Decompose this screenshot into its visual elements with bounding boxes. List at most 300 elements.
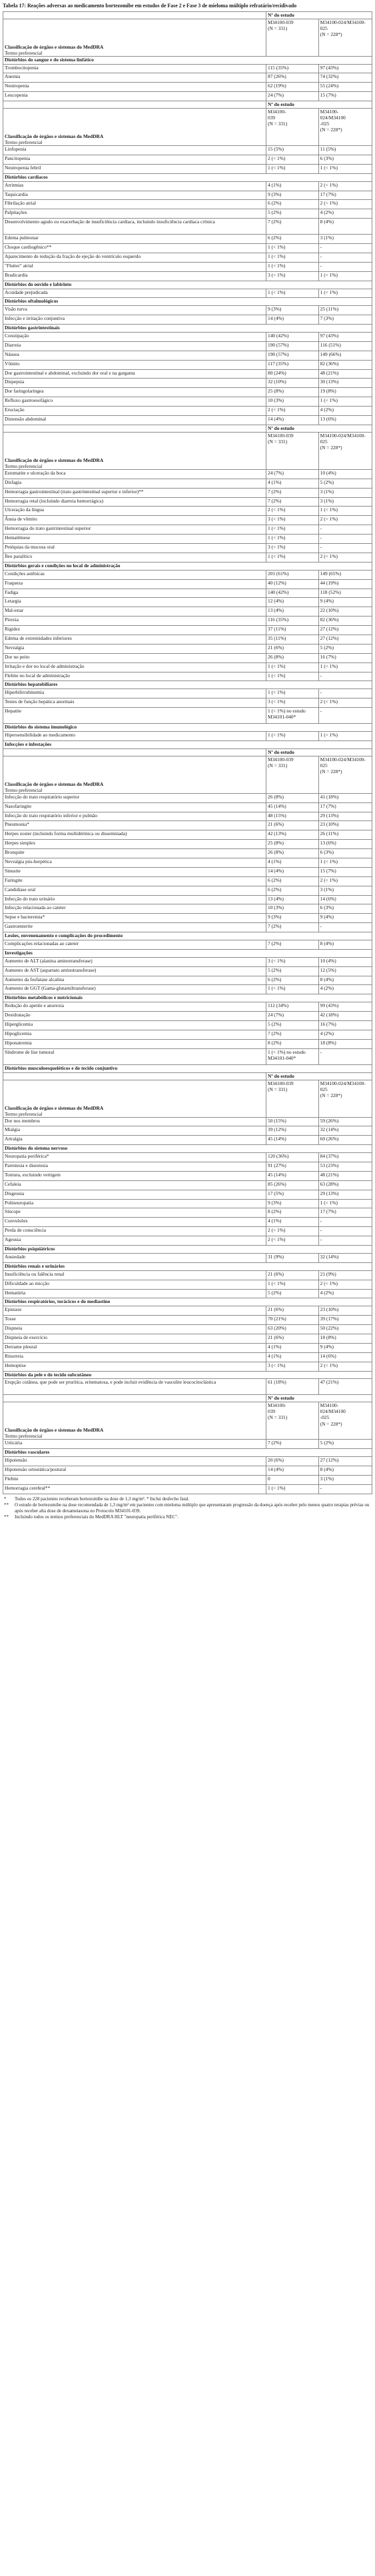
study-a-value: 9 (3%): [266, 1199, 319, 1208]
section-label: Distúrbios renais e urinários: [3, 1262, 372, 1270]
study-b-value: 6 (3%): [318, 904, 372, 914]
section-row: [3, 325, 372, 333]
term-cell: Irritação e dor no local de administração: [3, 662, 266, 672]
study-a-value: 21 (6%): [266, 821, 319, 830]
table-row: [3, 904, 372, 914]
term-cell: Sepse e bacteremia*: [3, 914, 266, 923]
table-row: [3, 1218, 372, 1227]
table-row: [3, 840, 372, 849]
study-a-value: 42 (13%): [266, 830, 319, 840]
study-a-n: (N = 331): [268, 1086, 288, 1092]
table-row: [3, 1484, 372, 1494]
study-a-value: 80 (24%): [266, 369, 319, 379]
study-b-value: 97 (43%): [318, 333, 372, 342]
study-a-value: 21 (6%): [266, 1306, 319, 1316]
table-row: [3, 369, 372, 379]
study-b-value: 48 (21%): [318, 1171, 372, 1180]
study-b-value: 1 (< 1%): [318, 164, 372, 173]
study-b-value: 39 (17%): [318, 1316, 372, 1325]
study-a-value: 17 (5%): [266, 1190, 319, 1199]
term-cell: Sinusite: [3, 867, 266, 876]
term-cell: Hipoglicemia: [3, 1030, 266, 1039]
study-b-value: 27 (12%): [318, 1457, 372, 1466]
table-row: [3, 644, 372, 653]
table-row: [3, 957, 372, 966]
header-class-cell: [3, 109, 266, 146]
study-a-value: 1 (< 1%): [266, 985, 319, 994]
header-study-b: [318, 1080, 372, 1117]
study-b-value: 1 (< 1%): [318, 858, 372, 867]
table-row: [3, 1030, 372, 1039]
table-row: [3, 83, 372, 92]
table-header-row: [3, 19, 372, 56]
study-a-value: 1 (< 1%): [266, 553, 319, 562]
study-a-value: 4 (1%): [266, 858, 319, 867]
term-cell: Choque cardiogênico**: [3, 244, 266, 253]
study-a-value: 6 (2%): [266, 235, 319, 244]
study-a-value: 26 (8%): [266, 849, 319, 858]
header-study-a: [266, 1080, 319, 1117]
study-b-value: -: [318, 689, 372, 698]
study-b-value: 11 (5%): [318, 146, 372, 155]
study-b-value: 8 (4%): [318, 1466, 372, 1476]
table-row: [3, 653, 372, 662]
term-cell: Linfopenia: [3, 146, 266, 155]
study-b-value: -: [318, 708, 372, 724]
term-cell: "Flutter" atrial: [3, 262, 266, 271]
term-cell: Hemorragia gastrointestinal (trato gastrintestinal superior e inferior)**: [3, 488, 266, 497]
study-a-value: 26 (8%): [266, 653, 319, 662]
study-a-value: 21 (6%): [266, 644, 319, 653]
study-b-value: 17 (7%): [318, 1208, 372, 1218]
table-row: [3, 1253, 372, 1262]
table-row: [3, 689, 372, 698]
study-b-value: 4 (2%): [318, 1289, 372, 1298]
term-cell: Desenvolvimento agudo ou exacerbação de insuficiência cardíaca, incluindo insuficiência cardíaca crônica: [3, 219, 266, 235]
term-cell: Vômito: [3, 360, 266, 369]
table-row: [3, 635, 372, 644]
study-a-value: 116 (35%): [266, 617, 319, 626]
term-cell: Ulceração da língua: [3, 507, 266, 516]
study-b-value: 2 (< 1%): [318, 200, 372, 209]
table-row: [3, 360, 372, 369]
header-term-label: Termo preferencial: [5, 1110, 43, 1117]
term-cell: Edema de extremidades inferiores: [3, 635, 266, 644]
study-a-value: 1 (< 1%): [266, 1484, 319, 1494]
header-blank-cell: [3, 425, 266, 432]
study-b-value: 32 (14%): [318, 1253, 372, 1262]
section-label: Distúrbios psiquiátricos: [3, 1246, 372, 1254]
study-b-part: 024/M34100: [320, 115, 346, 121]
term-cell: Perda de consciência: [3, 1227, 266, 1236]
term-cell: Rinorreia: [3, 1352, 266, 1362]
term-cell: Visão turva: [3, 306, 266, 315]
study-b-value: -: [318, 535, 372, 544]
term-cell: Aumento de ALT (alanina aminotransferase): [3, 957, 266, 966]
table-row: [3, 617, 372, 626]
table-row: [3, 793, 372, 802]
study-b-value: 7 (3%): [318, 315, 372, 325]
header-study-number: Nº do estudo: [266, 425, 372, 432]
table-row: [3, 1002, 372, 1012]
study-b-value: -: [318, 672, 372, 681]
study-a-value: 190 (57%): [266, 351, 319, 360]
study-b-value: 3 (1%): [318, 1475, 372, 1484]
study-a-value: 6 (2%): [266, 976, 319, 985]
study-b-value: 12 (5%): [318, 966, 372, 976]
study-a-value: 35 (11%): [266, 635, 319, 644]
table-row: [3, 155, 372, 164]
header-study-number: Nº do estudo: [266, 11, 372, 19]
term-cell: Estomatite e ulceração da boca: [3, 469, 266, 479]
study-b-value: 53 (23%): [318, 1162, 372, 1172]
study-a-value: 39 (12%): [266, 1126, 319, 1136]
study-b-value: 1 (< 1%): [318, 507, 372, 516]
term-cell: Dificuldade ao micção: [3, 1280, 266, 1289]
section-row: [3, 281, 372, 289]
study-b-value: 118 (52%): [318, 589, 372, 598]
term-cell: Hemorragia retal (incluindo diarreia hemorrágica): [3, 497, 266, 507]
study-a-value: 25 (8%): [266, 840, 319, 849]
table-row: [3, 271, 372, 281]
study-b-value: 13 (6%): [318, 416, 372, 425]
study-b-n: (N = 228*): [320, 1092, 342, 1098]
table-row: [3, 867, 372, 876]
study-a-value: 63 (20%): [266, 1325, 319, 1334]
study-a-value: 32 (10%): [266, 379, 319, 388]
study-b-value: 8 (4%): [318, 976, 372, 985]
table-row: [3, 1236, 372, 1246]
table-row: [3, 1362, 372, 1371]
study-b-value: 27 (12%): [318, 626, 372, 635]
table-row: [3, 1270, 372, 1280]
study-b-value: 1 (< 1%): [318, 289, 372, 298]
table-row: [3, 388, 372, 397]
study-b-value: 5 (2%): [318, 1440, 372, 1449]
term-cell: Gastroenterite: [3, 923, 266, 932]
study-a-value: 5 (2%): [266, 966, 319, 976]
study-b-value: 26 (11%): [318, 830, 372, 840]
table-row: [3, 416, 372, 425]
table-row: [3, 672, 372, 681]
section-label: Distúrbios da pele e do tecido subcutâneo: [3, 1371, 372, 1379]
header-blank-cell: [3, 748, 266, 756]
header-term-label: Termo preferencial: [5, 786, 43, 793]
term-cell: Síndrome de lise tumoral: [3, 1048, 266, 1064]
table-row: [3, 1012, 372, 1021]
header-study-b: [318, 432, 372, 469]
study-a-id: M34100-039: [268, 432, 294, 439]
table-row: [3, 830, 372, 840]
section-row: [3, 681, 372, 689]
table-row: [3, 191, 372, 200]
study-b-value: 16 (7%): [318, 1021, 372, 1030]
study-b-value: 3 (1%): [318, 497, 372, 507]
study-b-value: 6 (3%): [318, 155, 372, 164]
study-a-part: 039: [268, 115, 276, 121]
table-row: [3, 1126, 372, 1136]
study-b-value: 2 (< 1%): [318, 876, 372, 886]
term-cell: Ageusia: [3, 1236, 266, 1246]
study-a-value: 70 (21%): [266, 1316, 319, 1325]
study-a-value: 21 (6%): [266, 1270, 319, 1280]
study-b-value: 4 (2%): [318, 985, 372, 994]
study-b-value: 82 (36%): [318, 617, 372, 626]
section-label: Distúrbios gastrintestinais: [3, 325, 372, 333]
term-cell: Flebite: [3, 1475, 266, 1484]
study-b-value: 55 (24%): [318, 83, 372, 92]
study-a-value: 14 (4%): [266, 416, 319, 425]
term-cell: Complicações relacionadas ao cateter: [3, 940, 266, 950]
term-cell: Disgeusia: [3, 1190, 266, 1199]
study-a-value: 21 (6%): [266, 1334, 319, 1343]
term-cell: Herpes zoster (incluindo forma multidérmica ou disseminada): [3, 830, 266, 840]
study-b-part: (N = 228*): [320, 1420, 342, 1427]
term-cell: Derrame pleural: [3, 1343, 266, 1352]
study-b-value: 17 (7%): [318, 802, 372, 812]
table-row: [3, 1162, 372, 1172]
table-row: [3, 1325, 372, 1334]
header-study-number: Nº do estudo: [266, 1072, 372, 1080]
table-row: [3, 876, 372, 886]
section-row: [3, 740, 372, 748]
footnote: [3, 1496, 372, 1502]
section-label: Distúrbios hepatobiliares: [3, 681, 372, 689]
study-a-value: 3 (< 1%): [266, 516, 319, 525]
study-a-value: 5 (2%): [266, 209, 319, 219]
term-cell: Hemoptise: [3, 1362, 266, 1371]
study-a-value: 14 (4%): [266, 315, 319, 325]
section-label: Distúrbios cardíacos: [3, 173, 372, 181]
term-cell: Hiponatremia: [3, 1039, 266, 1048]
header-class-cell: [3, 1080, 266, 1117]
table-header-row: [3, 1072, 372, 1080]
section-label: Distúrbios musculoesqueléticos e do tecido conjuntivo: [3, 1064, 372, 1072]
header-class-label: Classificação de órgãos e sistemas do MedDRA: [5, 1427, 104, 1434]
header-term-label: Termo preferencial: [5, 463, 43, 469]
study-a-value: 4 (1%): [266, 1352, 319, 1362]
table-row: [3, 244, 372, 253]
term-cell: Fibrilação atrial: [3, 200, 266, 209]
term-cell: Pancitopenia: [3, 155, 266, 164]
study-a-value: 8 (2%): [266, 1208, 319, 1218]
study-b-value: 1 (< 1%): [318, 271, 372, 281]
study-b-n: (N = 228*): [320, 444, 342, 451]
table-header-row: [3, 109, 372, 146]
table-row: [3, 315, 372, 325]
study-b-value: 29 (13%): [318, 1190, 372, 1199]
term-cell: Pirexia: [3, 617, 266, 626]
table-row: [3, 1048, 372, 1064]
term-cell: Dispepsia: [3, 379, 266, 388]
study-b-value: 2 (< 1%): [318, 1362, 372, 1371]
table-row: [3, 802, 372, 812]
study-b-value: 5 (2%): [318, 479, 372, 488]
study-a-value: 10 (3%): [266, 397, 319, 407]
table-row: [3, 544, 372, 553]
table-row: [3, 1227, 372, 1236]
study-b-value: 29 (13%): [318, 812, 372, 821]
section-row: [3, 56, 372, 64]
table-header-row: [3, 432, 372, 469]
study-b-value: 97 (43%): [318, 64, 372, 73]
header-class-cell: [3, 19, 266, 56]
table-header-row: [3, 101, 372, 109]
study-b-id: M34100-024/M34100-025: [320, 756, 366, 768]
table-row: [3, 940, 372, 950]
section-label: Infecções e infestações: [3, 740, 372, 748]
study-b-value: 4 (2%): [318, 1030, 372, 1039]
term-cell: Palpitações: [3, 209, 266, 219]
study-b-value: 1 (< 1%): [318, 397, 372, 407]
table-row: [3, 341, 372, 351]
table-row: [3, 1021, 372, 1030]
study-b-part: -025: [320, 121, 330, 127]
study-b-value: 30 (13%): [318, 379, 372, 388]
term-cell: Dispneia de exercício: [3, 1334, 266, 1343]
table-row: [3, 1199, 372, 1208]
header-class-label: Classificação de órgãos e sistemas do MedDRA: [5, 457, 104, 463]
table-row: [3, 164, 372, 173]
term-cell: Mialgia: [3, 1126, 266, 1136]
study-a-value: 140 (42%): [266, 589, 319, 598]
footnote: [3, 1514, 372, 1520]
study-a-value: 3 (< 1%): [266, 271, 319, 281]
table-header-row: [3, 1395, 372, 1402]
header-class-cell: [3, 1402, 266, 1440]
term-cell: Dor nos membros: [3, 1117, 266, 1126]
study-b-value: 3 (1%): [318, 488, 372, 497]
footnote-mark: **: [4, 1514, 9, 1520]
study-b-value: 84 (37%): [318, 1153, 372, 1162]
footnote-mark: *: [4, 1496, 7, 1502]
study-b-value: 2 (< 1%): [318, 553, 372, 562]
study-a-value: 40 (12%): [266, 579, 319, 589]
header-blank-cell: [3, 1395, 266, 1402]
study-a-value: 1 (< 1%): [266, 525, 319, 535]
header-study-number: Nº do estudo: [266, 101, 372, 109]
study-b-value: 27 (12%): [318, 635, 372, 644]
header-term-label: Termo preferencial: [5, 49, 43, 56]
table-row: [3, 306, 372, 315]
study-a-value: 1 (< 1%): [266, 1280, 319, 1289]
study-a-value: 4 (1%): [266, 1218, 319, 1227]
table-row: [3, 1343, 372, 1352]
table-header-row: [3, 425, 372, 432]
study-b-value: -: [318, 262, 372, 271]
study-a-value: 7 (2%): [266, 497, 319, 507]
table-row: [3, 1039, 372, 1048]
term-cell: Náusea: [3, 351, 266, 360]
term-cell: Hepatite: [3, 708, 266, 724]
term-cell: Síncope: [3, 1208, 266, 1218]
term-cell: Bronquite: [3, 849, 266, 858]
study-b-value: 14 (6%): [318, 1352, 372, 1362]
header-term-label: Termo preferencial: [5, 1433, 43, 1440]
table-row: [3, 488, 372, 497]
term-cell: Neutropenia febril: [3, 164, 266, 173]
study-a-value: 7 (2%): [266, 488, 319, 497]
study-a-value: 25 (8%): [266, 388, 319, 397]
term-cell: Petéquias da mucosa oral: [3, 544, 266, 553]
study-b-value: 10 (4%): [318, 957, 372, 966]
study-a-value: 13 (4%): [266, 607, 319, 617]
study-a-value: 4 (1%): [266, 181, 319, 191]
table-header-row: [3, 756, 372, 793]
study-a-part: M34100-: [268, 1402, 286, 1409]
table-row: [3, 812, 372, 821]
study-a-value: 85 (26%): [266, 1180, 319, 1190]
study-a-value: 117 (35%): [266, 360, 319, 369]
section-row: [3, 1449, 372, 1457]
study-a-value: 9 (3%): [266, 306, 319, 315]
table-row: [3, 181, 372, 191]
study-b-value: 9 (4%): [318, 1343, 372, 1352]
section-row: [3, 562, 372, 570]
study-b-value: 23 (10%): [318, 821, 372, 830]
table-row: [3, 209, 372, 219]
header-blank-cell: [3, 1072, 266, 1080]
table-row: [3, 525, 372, 535]
study-b-value: 2 (< 1%): [318, 181, 372, 191]
table-row: [3, 92, 372, 101]
study-a-value: 7 (2%): [266, 940, 319, 950]
table-row: [3, 662, 372, 672]
study-b-value: 149 (66%): [318, 351, 372, 360]
term-cell: Redução do apetite e anorexia: [3, 1002, 266, 1012]
header-class-label: Classificação de órgãos e sistemas do MedDRA: [5, 1104, 104, 1111]
term-cell: Hiperglicemia: [3, 1021, 266, 1030]
study-b-value: 63 (28%): [318, 1180, 372, 1190]
study-a-value: 1 (< 1%): [266, 662, 319, 672]
study-a-n: (N = 331): [268, 762, 288, 768]
term-cell: Nevralgia: [3, 644, 266, 653]
study-a-value: 112 (34%): [266, 1002, 319, 1012]
term-cell: Dor gastrointestinal e abdominal, excluindo dor oral e na garganta: [3, 369, 266, 379]
study-b-value: 9 (4%): [318, 598, 372, 607]
study-a-value: 3 (< 1%): [266, 1362, 319, 1371]
study-a-value: 9 (3%): [266, 191, 319, 200]
footnote-text: Incluindo todos os termos preferenciais do MedDRA HLT "neuropatia periférica NEC".: [15, 1514, 179, 1520]
study-a-value: 5 (2%): [266, 1289, 319, 1298]
study-a-value: 7 (2%): [266, 1440, 319, 1449]
study-a-value: 20 (6%): [266, 1457, 319, 1466]
header-class-label: Classificação de órgãos e sistemas do MedDRA: [5, 133, 104, 140]
table-row: [3, 598, 372, 607]
study-a-value: 1 (< 1%): [266, 731, 319, 740]
section-label: Investigações: [3, 949, 372, 957]
table-row: [3, 914, 372, 923]
study-b-value: 3 (1%): [318, 886, 372, 895]
study-b-value: 149 (65%): [318, 570, 372, 579]
table-row: [3, 516, 372, 525]
term-cell: Aumento de AST (aspartato aminotransferase): [3, 966, 266, 976]
table-row: [3, 1153, 372, 1162]
term-cell: Parestesia e disestesia: [3, 1162, 266, 1172]
term-cell: Acuidade prejudicada: [3, 289, 266, 298]
table-row: [3, 966, 372, 976]
header-class-cell: [3, 432, 266, 469]
study-b-value: 47 (21%): [318, 1379, 372, 1395]
header-study-b: [318, 19, 372, 56]
study-a-value: 1 (< 1%): [266, 289, 319, 298]
term-cell: Anemia: [3, 73, 266, 83]
table-row: [3, 849, 372, 858]
section-row: [3, 724, 372, 732]
section-row: [3, 932, 372, 940]
term-cell: Tosse: [3, 1316, 266, 1325]
section-label: Distúrbios oftalmológicos: [3, 298, 372, 306]
